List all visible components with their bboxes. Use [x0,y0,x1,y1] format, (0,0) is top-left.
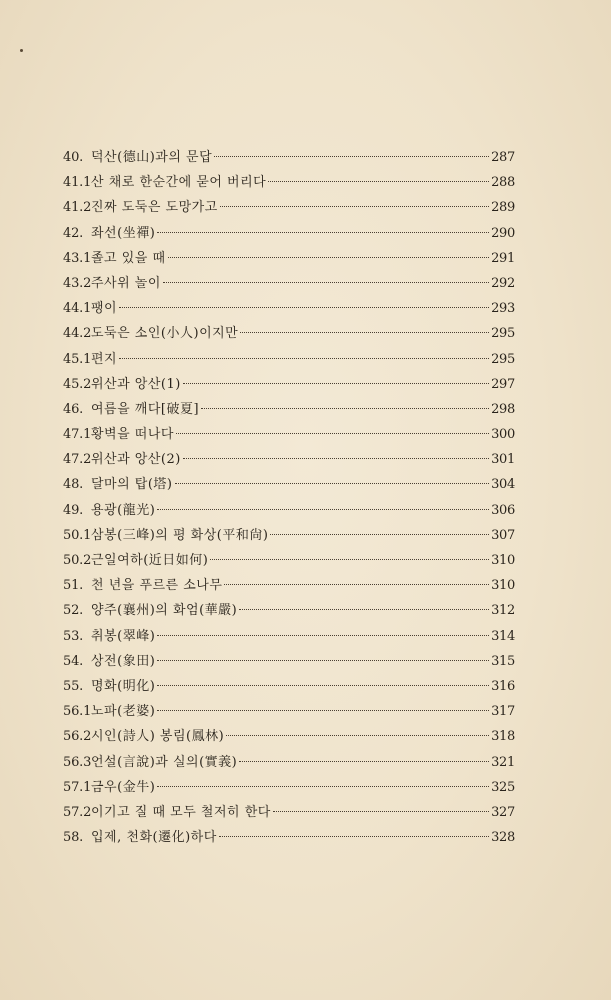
dot-leader [157,786,489,787]
toc-entry-title: 주사위 놀이 [91,275,161,291]
toc-entry-title: 상전(象田) [91,653,156,669]
dot-leader [157,660,489,661]
toc-entry-title: 양주(襄州)의 화엄(華嚴) [91,603,238,619]
toc-entry-title: 황벽을 떠나다 [91,427,174,443]
toc-entry-title: 위산과 앙산(1) [91,376,181,392]
toc-entry-page-number: 317 [491,704,515,720]
toc-entry [63,724,515,749]
table-of-contents [63,145,515,850]
toc-entry-page-number: 289 [491,200,515,216]
toc-entry [63,397,515,422]
toc-entry-page-number: 314 [491,628,515,644]
toc-entry-number: 40. [63,150,84,165]
toc-entry-page-number: 297 [491,376,515,392]
toc-entry-title: 노파(老婆) [91,704,156,720]
toc-entry-number: 50.2 [63,553,92,568]
toc-entry-number: 56.3 [63,754,92,770]
toc-entry-number: 41.1 [63,175,92,191]
toc-entry [63,649,515,674]
toc-entry-title: 취봉(翠峰) [91,628,156,644]
toc-entry-page-number: 306 [491,502,515,518]
dot-leader [224,584,489,585]
toc-entry-title: 졸고 있을 때 [91,250,166,266]
dot-leader [239,761,489,762]
ink-speck [20,49,23,52]
toc-entry-title: 입제, 천화(遷化)하다 [91,830,217,846]
dot-leader [268,181,489,182]
dot-leader [270,534,489,535]
toc-entry [63,422,515,447]
toc-entry-title: 금우(金牛) [91,779,156,795]
toc-entry-page-number: 328 [491,830,515,846]
toc-entry-number: 52. [63,603,84,619]
toc-entry [63,498,515,523]
toc-entry [63,750,515,775]
toc-entry-number: 49. [63,502,84,518]
toc-entry [63,472,515,497]
toc-entry [63,573,515,598]
toc-entry-page-number: 300 [491,427,515,443]
toc-entry-title: 진짜 도둑은 도망가고 [91,200,218,216]
toc-entry-number: 43.2 [63,275,92,291]
toc-entry [63,170,515,195]
toc-entry-page-number: 316 [491,678,515,694]
dot-leader [163,282,489,283]
toc-entry-number: 45.2 [63,376,92,392]
toc-entry-page-number: 321 [491,754,515,770]
dot-leader [157,635,489,636]
dot-leader [210,559,489,560]
toc-entry-number: 57.1 [63,779,92,795]
toc-entry-page-number: 307 [491,527,515,543]
toc-entry [63,372,515,397]
dot-leader [239,609,489,610]
toc-entry-number: 44.2 [63,326,92,342]
toc-entry [63,447,515,472]
toc-entry-page-number: 295 [491,351,515,367]
dot-leader [168,257,489,258]
toc-entry-page-number: 298 [491,401,515,417]
dot-leader [183,458,489,459]
dot-leader [176,433,489,434]
toc-entry [63,145,515,170]
dot-leader [175,483,489,484]
toc-entry-page-number: 310 [491,578,515,594]
toc-entry-page-number: 315 [491,653,515,669]
toc-entry-number: 47.2 [63,452,92,468]
toc-entry-page-number: 292 [491,275,515,291]
dot-leader [214,156,489,157]
dot-leader [157,232,489,233]
dot-leader [157,685,489,686]
toc-entry-title: 천 년을 푸르른 소나무 [91,578,223,594]
dot-leader [119,307,489,308]
toc-entry [63,699,515,724]
toc-entry-title: 팽이 [91,301,118,317]
toc-entry-title: 용광(龍光) [91,502,156,518]
toc-entry-number: 46. [63,401,84,417]
toc-entry-page-number: 312 [491,603,515,619]
toc-entry-number: 51. [63,578,84,594]
toc-entry-number: 48. [63,477,84,493]
toc-entry-title: 여름을 깨다[破夏] [91,401,200,417]
toc-entry [63,598,515,623]
dot-leader [226,735,489,736]
toc-entry-number: 44.1 [63,301,92,317]
toc-entry-page-number: 290 [491,225,515,241]
toc-entry [63,347,515,372]
toc-entry [63,296,515,321]
toc-entry [63,271,515,296]
toc-entry-page-number: 287 [491,150,515,165]
toc-entry-title: 삼봉(三峰)의 평 화상(平和尙) [91,527,269,543]
toc-entry [63,825,515,850]
toc-entry-number: 56.1 [63,704,92,720]
toc-entry [63,246,515,271]
toc-entry [63,221,515,246]
toc-entry-title: 달마의 탑(塔) [91,477,173,493]
dot-leader [157,509,489,510]
toc-entry-title: 산 채로 한순간에 묻어 버리다 [91,175,267,191]
toc-entry-number: 54. [63,653,84,669]
toc-entry-title: 좌선(坐禪) [91,225,156,241]
toc-entry-page-number: 293 [491,301,515,317]
toc-entry-page-number: 310 [491,553,515,568]
toc-entry-number: 55. [63,678,84,694]
toc-entry [63,800,515,825]
toc-entry-number: 50.1 [63,527,92,543]
toc-entry-number: 43.1 [63,250,92,266]
toc-entry-page-number: 325 [491,779,515,795]
toc-entry [63,674,515,699]
dot-leader [157,710,489,711]
toc-entry [63,548,515,573]
toc-entry-title: 근일여하(近日如何) [91,553,209,568]
toc-entry-number: 45.1 [63,351,92,367]
dot-leader [273,811,489,812]
toc-entry-number: 47.1 [63,427,92,443]
toc-entry-page-number: 318 [491,729,515,745]
toc-entry-page-number: 301 [491,452,515,468]
dot-leader [119,358,489,359]
toc-entry-number: 58. [63,830,84,846]
dot-leader [201,408,489,409]
dot-leader [183,383,489,384]
toc-entry-page-number: 327 [491,804,515,820]
toc-entry-title: 시인(詩人) 봉림(鳳林) [91,729,225,745]
toc-entry-page-number: 288 [491,175,515,191]
toc-entry [63,195,515,220]
toc-entry-page-number: 304 [491,477,515,493]
toc-entry-title: 덕산(德山)과의 문답 [91,150,213,165]
toc-entry-number: 42. [63,225,84,241]
toc-entry [63,775,515,800]
toc-entry [63,321,515,346]
toc-entry-page-number: 291 [491,250,515,266]
toc-entry [63,624,515,649]
toc-entry-number: 56.2 [63,729,92,745]
toc-entry-number: 41.2 [63,200,92,216]
dot-leader [219,836,489,837]
toc-entry-title: 이기고 질 때 모두 철저히 한다 [91,804,271,820]
toc-entry-title: 편지 [91,351,118,367]
toc-entry-number: 53. [63,628,84,644]
toc-entry-title: 도둑은 소인(小人)이지만 [91,326,239,342]
toc-entry [63,523,515,548]
toc-entry-page-number: 295 [491,326,515,342]
dot-leader [220,206,489,207]
toc-entry-title: 명화(明化) [91,678,156,694]
dot-leader [240,332,489,333]
toc-entry-number: 57.2 [63,804,92,820]
toc-entry-title: 언설(言說)과 실의(實義) [91,754,238,770]
toc-entry-title: 위산과 앙산(2) [91,452,181,468]
